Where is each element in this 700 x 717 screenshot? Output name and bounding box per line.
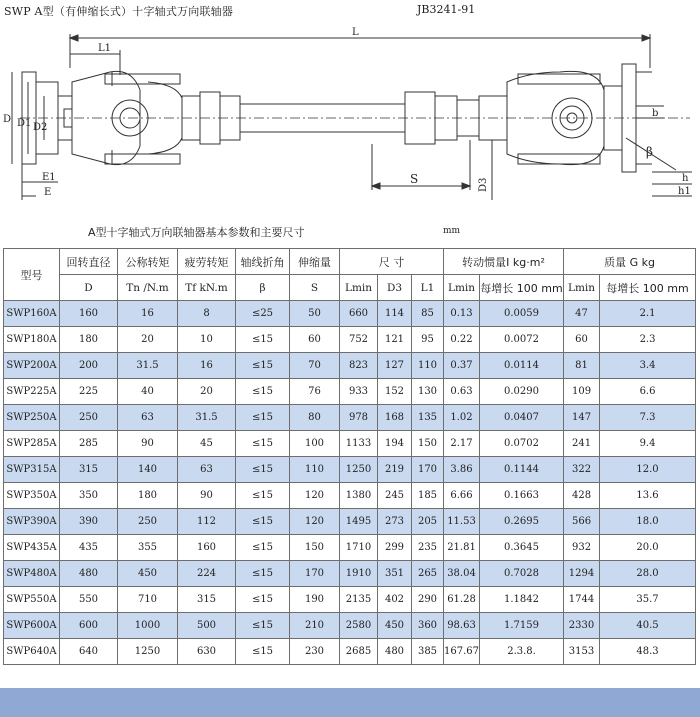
cell-i-inc: 0.1144 [480, 457, 564, 483]
cell-s: 110 [290, 457, 340, 483]
label-d1: D1 [17, 118, 32, 129]
sub-beta: β [236, 275, 290, 301]
sub-tn: Tn /N.m [118, 275, 178, 301]
cell-beta: ≤25 [236, 301, 290, 327]
footer-bar [0, 688, 700, 717]
cell-i-lmin: 0.13 [444, 301, 480, 327]
cell-lmin: 978 [340, 405, 378, 431]
cell-l1: 205 [412, 509, 444, 535]
cell-i-lmin: 61.28 [444, 587, 480, 613]
cell-g-inc: 2.1 [600, 301, 696, 327]
cell-s: 170 [290, 561, 340, 587]
cell-lmin: 823 [340, 353, 378, 379]
cell-tn: 20 [118, 327, 178, 353]
cell-g-lmin: 322 [564, 457, 600, 483]
cell-g-inc: 18.0 [600, 509, 696, 535]
cell-tf: 630 [178, 639, 236, 665]
table-caption [0, 222, 700, 240]
cell-d3: 127 [378, 353, 412, 379]
cell-i-inc: 0.2695 [480, 509, 564, 535]
sub-g-per100: 每增长 100 mm [600, 275, 696, 301]
cell-beta: ≤15 [236, 457, 290, 483]
label-e1: E1 [42, 172, 56, 183]
cell-model: SWP600A [4, 613, 60, 639]
cell-beta: ≤15 [236, 639, 290, 665]
cell-i-inc: 0.3645 [480, 535, 564, 561]
cell-d3: 219 [378, 457, 412, 483]
table-row [4, 587, 696, 613]
header-row-sub [4, 275, 696, 301]
cell-beta: ≤15 [236, 535, 290, 561]
cell-tn: 31.5 [118, 353, 178, 379]
cell-d3: 121 [378, 327, 412, 353]
cell-g-inc: 12.0 [600, 457, 696, 483]
cell-g-inc: 3.4 [600, 353, 696, 379]
cell-l1: 170 [412, 457, 444, 483]
cell-d: 435 [60, 535, 118, 561]
cell-g-lmin: 2330 [564, 613, 600, 639]
cell-i-inc: 1.1842 [480, 587, 564, 613]
cell-s: 120 [290, 483, 340, 509]
label-h: h [682, 173, 689, 184]
cell-tf: 45 [178, 431, 236, 457]
cell-lmin: 1133 [340, 431, 378, 457]
cell-lmin: 1250 [340, 457, 378, 483]
cell-model: SWP160A [4, 301, 60, 327]
cell-i-lmin: 1.02 [444, 405, 480, 431]
cell-s: 60 [290, 327, 340, 353]
table-row [4, 483, 696, 509]
cell-d3: 245 [378, 483, 412, 509]
table-row [4, 301, 696, 327]
cell-tn: 1000 [118, 613, 178, 639]
col-beta-header: 轴线折角 [236, 249, 290, 275]
cell-model: SWP315A [4, 457, 60, 483]
cell-g-inc: 28.0 [600, 561, 696, 587]
cell-model: SWP250A [4, 405, 60, 431]
cell-i-lmin: 2.17 [444, 431, 480, 457]
sub-d: D [60, 275, 118, 301]
cell-g-lmin: 1744 [564, 587, 600, 613]
cell-d3: 168 [378, 405, 412, 431]
cell-l1: 110 [412, 353, 444, 379]
cell-i-inc: 0.0059 [480, 301, 564, 327]
label-b: b [652, 108, 659, 119]
cell-l1: 185 [412, 483, 444, 509]
cell-tf: 20 [178, 379, 236, 405]
cell-l1: 150 [412, 431, 444, 457]
cell-tn: 40 [118, 379, 178, 405]
cell-d3: 480 [378, 639, 412, 665]
cell-l1: 265 [412, 561, 444, 587]
cell-d: 550 [60, 587, 118, 613]
cell-g-inc: 20.0 [600, 535, 696, 561]
caption-text: A型十字轴式万向联轴器基本参数和主要尺寸 [88, 226, 305, 239]
label-e: E [44, 187, 52, 198]
cell-d: 250 [60, 405, 118, 431]
table-row [4, 561, 696, 587]
cell-i-lmin: 6.66 [444, 483, 480, 509]
sub-i-per100: 每增长 100 mm [480, 275, 564, 301]
cell-i-inc: 0.0290 [480, 379, 564, 405]
cell-s: 210 [290, 613, 340, 639]
cell-lmin: 752 [340, 327, 378, 353]
cell-s: 120 [290, 509, 340, 535]
cell-i-inc: 0.0702 [480, 431, 564, 457]
cell-i-lmin: 0.63 [444, 379, 480, 405]
sub-d3: D3 [378, 275, 412, 301]
cell-tn: 450 [118, 561, 178, 587]
cell-g-inc: 2.3 [600, 327, 696, 353]
label-beta: β [646, 145, 653, 159]
cell-d3: 152 [378, 379, 412, 405]
cell-beta: ≤15 [236, 509, 290, 535]
label-d2: D2 [33, 122, 48, 133]
sub-g-lmin: Lmin [564, 275, 600, 301]
cell-tf: 315 [178, 587, 236, 613]
dim-s-arrow-right [462, 183, 470, 189]
cell-beta: ≤15 [236, 613, 290, 639]
col-inertia-header: 转动惯量I kg·m² [444, 249, 564, 275]
cell-beta: ≤15 [236, 327, 290, 353]
cell-i-lmin: 0.22 [444, 327, 480, 353]
beta-line [626, 138, 676, 170]
cell-g-lmin: 1294 [564, 561, 600, 587]
label-l: L [352, 27, 359, 38]
cell-s: 50 [290, 301, 340, 327]
cell-g-inc: 6.6 [600, 379, 696, 405]
table-row [4, 639, 696, 665]
cell-lmin: 1710 [340, 535, 378, 561]
cell-tf: 224 [178, 561, 236, 587]
dim-s-arrow-left [372, 183, 380, 189]
cell-i-inc: 1.7159 [480, 613, 564, 639]
cell-g-lmin: 932 [564, 535, 600, 561]
cell-tn: 63 [118, 405, 178, 431]
col-d-header: 回转直径 [60, 249, 118, 275]
cell-model: SWP225A [4, 379, 60, 405]
col-dims-header: 尺 寸 [340, 249, 444, 275]
cell-i-lmin: 38.04 [444, 561, 480, 587]
cell-tf: 500 [178, 613, 236, 639]
spec-table-body [4, 301, 696, 665]
caption-unit: mm [443, 226, 461, 236]
cell-d: 180 [60, 327, 118, 353]
cell-g-inc: 48.3 [600, 639, 696, 665]
cell-d: 160 [60, 301, 118, 327]
cell-tn: 180 [118, 483, 178, 509]
cell-g-lmin: 60 [564, 327, 600, 353]
cell-s: 76 [290, 379, 340, 405]
cell-tn: 355 [118, 535, 178, 561]
cell-beta: ≤15 [236, 587, 290, 613]
cell-i-inc: 0.1663 [480, 483, 564, 509]
cell-tn: 710 [118, 587, 178, 613]
cell-tn: 250 [118, 509, 178, 535]
cell-tf: 31.5 [178, 405, 236, 431]
cell-d: 640 [60, 639, 118, 665]
cell-g-inc: 13.6 [600, 483, 696, 509]
sub-l1: L1 [412, 275, 444, 301]
cell-model: SWP640A [4, 639, 60, 665]
left-bearing-bottom [105, 154, 180, 164]
table-row [4, 535, 696, 561]
cell-g-inc: 9.4 [600, 431, 696, 457]
cell-i-inc: 0.7028 [480, 561, 564, 587]
label-s: S [410, 172, 419, 186]
cell-i-inc: 0.0407 [480, 405, 564, 431]
coupling-drawing-svg [0, 20, 700, 220]
cell-lmin: 1495 [340, 509, 378, 535]
dim-l-arrow-left [70, 35, 78, 41]
cell-s: 100 [290, 431, 340, 457]
right-bearing-top [518, 74, 600, 84]
label-d3: D3 [478, 177, 489, 192]
sub-s: S [290, 275, 340, 301]
spec-table [3, 248, 696, 665]
cell-model: SWP435A [4, 535, 60, 561]
cell-g-inc: 40.5 [600, 613, 696, 639]
cell-beta: ≤15 [236, 483, 290, 509]
cell-g-lmin: 81 [564, 353, 600, 379]
table-row [4, 509, 696, 535]
cell-lmin: 2580 [340, 613, 378, 639]
cell-s: 70 [290, 353, 340, 379]
cell-g-lmin: 147 [564, 405, 600, 431]
cell-d: 285 [60, 431, 118, 457]
cell-lmin: 2685 [340, 639, 378, 665]
cell-tn: 16 [118, 301, 178, 327]
page-title: SWP A型（有伸缩长式）十字轴式万向联轴器 [4, 5, 234, 18]
cell-lmin: 933 [340, 379, 378, 405]
cell-g-inc: 7.3 [600, 405, 696, 431]
cell-s: 80 [290, 405, 340, 431]
cell-l1: 130 [412, 379, 444, 405]
cell-g-lmin: 3153 [564, 639, 600, 665]
cell-lmin: 660 [340, 301, 378, 327]
cell-l1: 290 [412, 587, 444, 613]
cell-model: SWP200A [4, 353, 60, 379]
label-l1: L1 [98, 43, 112, 54]
cell-lmin: 1380 [340, 483, 378, 509]
cell-g-lmin: 241 [564, 431, 600, 457]
cell-lmin: 1910 [340, 561, 378, 587]
cell-d: 315 [60, 457, 118, 483]
cell-tn: 140 [118, 457, 178, 483]
cell-tn: 1250 [118, 639, 178, 665]
cell-l1: 360 [412, 613, 444, 639]
table-row [4, 613, 696, 639]
cell-tf: 63 [178, 457, 236, 483]
cell-tf: 90 [178, 483, 236, 509]
cell-d3: 351 [378, 561, 412, 587]
cell-beta: ≤15 [236, 353, 290, 379]
cell-l1: 385 [412, 639, 444, 665]
cell-model: SWP550A [4, 587, 60, 613]
cell-g-lmin: 428 [564, 483, 600, 509]
cell-s: 190 [290, 587, 340, 613]
cell-beta: ≤15 [236, 431, 290, 457]
sub-tf: Tf kN.m [178, 275, 236, 301]
cell-d: 225 [60, 379, 118, 405]
cell-d: 600 [60, 613, 118, 639]
cell-i-inc: 0.0114 [480, 353, 564, 379]
cell-model: SWP285A [4, 431, 60, 457]
coupling-drawing [0, 20, 700, 220]
table-row [4, 353, 696, 379]
header-row-top [4, 249, 696, 275]
cell-model: SWP390A [4, 509, 60, 535]
cell-tf: 16 [178, 353, 236, 379]
cell-model: SWP350A [4, 483, 60, 509]
cell-d3: 194 [378, 431, 412, 457]
cell-d3: 450 [378, 613, 412, 639]
cell-d3: 299 [378, 535, 412, 561]
cell-g-lmin: 109 [564, 379, 600, 405]
col-tf-header: 疲劳转矩 [178, 249, 236, 275]
standard-number: JB3241-91 [417, 3, 476, 16]
cell-s: 230 [290, 639, 340, 665]
cell-d3: 273 [378, 509, 412, 535]
cell-lmin: 2135 [340, 587, 378, 613]
cell-d3: 114 [378, 301, 412, 327]
cell-tn: 90 [118, 431, 178, 457]
table-row [4, 379, 696, 405]
table-row [4, 457, 696, 483]
cell-tf: 160 [178, 535, 236, 561]
cell-i-inc: 0.0072 [480, 327, 564, 353]
cell-g-lmin: 47 [564, 301, 600, 327]
cell-d: 200 [60, 353, 118, 379]
cell-s: 150 [290, 535, 340, 561]
cell-l1: 135 [412, 405, 444, 431]
cell-g-inc: 35.7 [600, 587, 696, 613]
cell-l1: 235 [412, 535, 444, 561]
cell-l1: 95 [412, 327, 444, 353]
dim-l-arrow-right [642, 35, 650, 41]
cell-d: 480 [60, 561, 118, 587]
page-header [4, 3, 694, 19]
cell-i-lmin: 11.53 [444, 509, 480, 535]
table-row [4, 431, 696, 457]
table-row [4, 327, 696, 353]
cell-beta: ≤15 [236, 379, 290, 405]
cell-model: SWP180A [4, 327, 60, 353]
cell-model: SWP480A [4, 561, 60, 587]
cell-tf: 8 [178, 301, 236, 327]
cell-beta: ≤15 [236, 405, 290, 431]
cell-i-lmin: 21.81 [444, 535, 480, 561]
cell-tf: 112 [178, 509, 236, 535]
cell-i-inc: 2.3.8. [480, 639, 564, 665]
col-s-header: 伸缩量 [290, 249, 340, 275]
sub-i-lmin: Lmin [444, 275, 480, 301]
cell-d: 390 [60, 509, 118, 535]
table-row [4, 405, 696, 431]
cell-i-lmin: 0.37 [444, 353, 480, 379]
sub-lmin: Lmin [340, 275, 378, 301]
label-h1: h1 [678, 186, 691, 197]
cell-beta: ≤15 [236, 561, 290, 587]
cell-g-lmin: 566 [564, 509, 600, 535]
left-bearing-top [105, 74, 180, 84]
label-d: D [3, 114, 12, 125]
cell-i-lmin: 167.67 [444, 639, 480, 665]
cell-d3: 402 [378, 587, 412, 613]
cell-l1: 85 [412, 301, 444, 327]
cell-tf: 10 [178, 327, 236, 353]
col-model-header: 型号 [4, 249, 60, 301]
cell-i-lmin: 98.63 [444, 613, 480, 639]
col-mass-header: 质量 G kg [564, 249, 696, 275]
cell-d: 350 [60, 483, 118, 509]
col-tn-header: 公称转矩 [118, 249, 178, 275]
cell-i-lmin: 3.86 [444, 457, 480, 483]
